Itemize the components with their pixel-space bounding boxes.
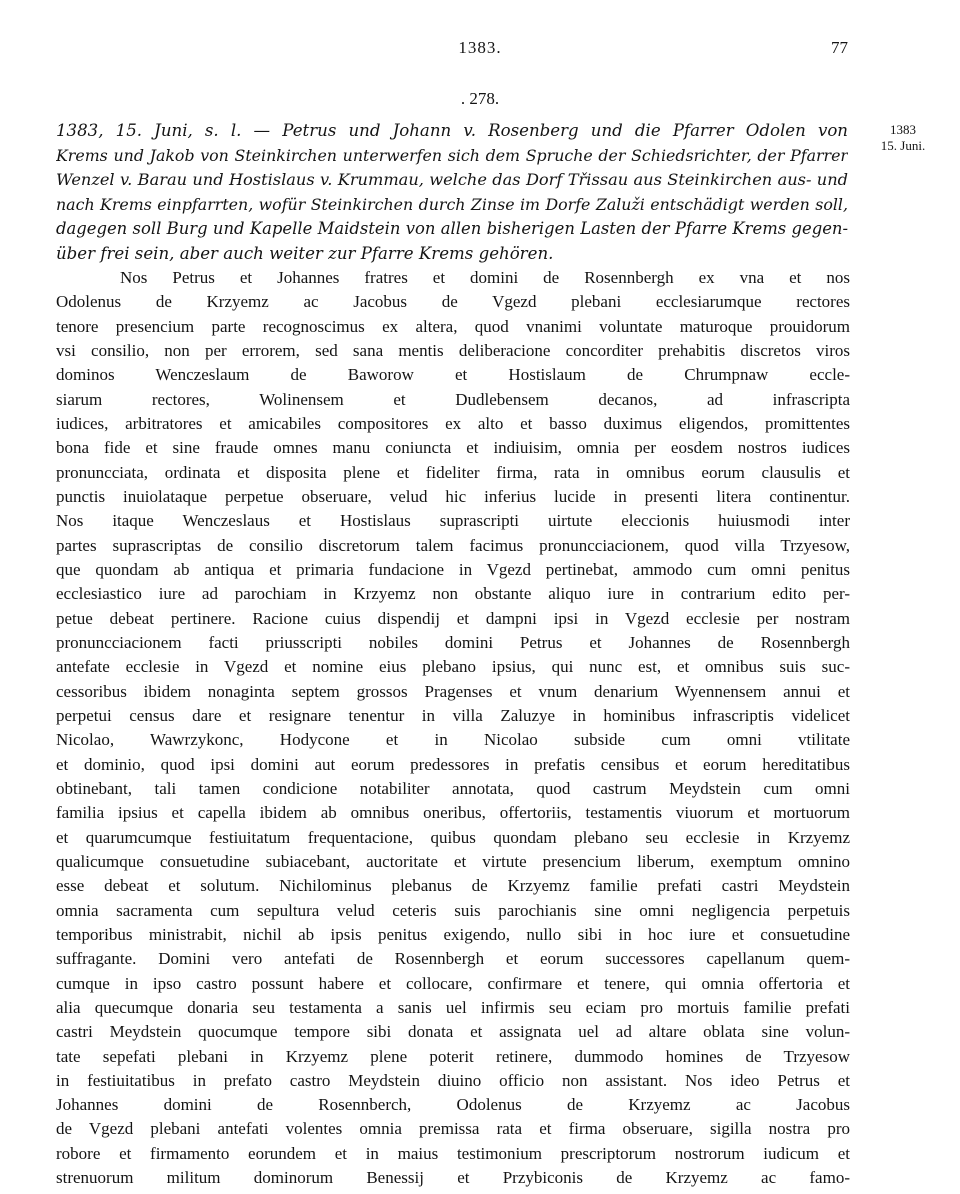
text-line: Nicolao, Wawrzykonc, Hodycone et in Nicolao subside cum omni vtilitate [56, 730, 850, 750]
text-line: Nos itaque Wenczeslaus et Hostislaus suprascripti uirtute eleccionis huiusmodi inter [56, 511, 850, 531]
text-line: alia quecumque donaria seu testamenta a sanis uel infirmis seu eciam pro mortuis familie prefati [56, 997, 850, 1017]
regest-line: Wenzel v. Barau und Hostislaus v. Krummau, welche das Dorf Třissau aus Steinkirchen aus- und [56, 170, 848, 189]
text-line: partes suprascriptas de consilio discretorum talem facimus pronuncciacionem, quod villa Trzyesow, [56, 535, 850, 555]
text-line: pronuncciata, ordinata et disposita plene et fideliter firma, rata in omnibus eorum clausulis et [56, 462, 850, 482]
page-number: 77 [831, 38, 848, 57]
text-line: cessoribus ibidem nonaginta septem grossos Pragenses et vnum denarium Wyennensem annui et [56, 681, 850, 701]
regest-line: 1383, 15. Juni, s. l. — Petrus und Johann v. Rosenberg und die Pfarrer Odolen von [56, 121, 848, 140]
text-line: in festiuitatibus in prefato castro Meydstein diuino officio non assistant. Nos ideo Petrus et [56, 1070, 850, 1090]
text-line: Nos Petrus et Johannes fratres et domini de Rosennbergh ex vna et nos [120, 268, 850, 287]
charter-text [56, 266, 850, 1190]
regest-line: dagegen soll Burg und Kapelle Maidstein von allen bisherigen Lasten der Pfarre Krems gegen- [56, 219, 848, 238]
text-line: antefate ecclesie in Vgezd et nomine eius plebano ipsius, qui nunc est, et omnibus suis suc- [56, 657, 850, 677]
regest-summary [56, 119, 848, 266]
text-line: dominos Wenczeslaum de Baworow et Hostislaum de Chrumpnaw eccle- [56, 365, 850, 385]
margin-date-note [858, 122, 948, 154]
text-line: tenore presencium parte recognoscimus ex altera, quod vnanimi voluntate maturoque prouidorum [56, 316, 850, 336]
regest-line: nach Krems einpfarrten, wofür Steinkirchen durch Zinse im Dorfe Zaluži entschädigt werden soll, [56, 194, 848, 214]
text-line: de Vgezd plebani antefati volentes omnia premissa rata et firma obseruare, sigilla nostra pro [56, 1119, 850, 1139]
text-line: ecclesiastico iure ad parochiam in Krzyemz non obstante aliquo iure in contrarium edito per- [56, 584, 850, 604]
text-line: iudices, arbitratores et amicabiles compositores ex alto et basso duximus eligendos, promittentes [56, 413, 850, 433]
text-line: suffragante. Domini vero antefati de Rosennbergh et eorum successores capellanum quem- [56, 949, 850, 969]
text-line: temporibus ministrabit, nichil ab ipsis penitus exigendo, nullo sibi in hoc iure et consuetudine [56, 924, 850, 944]
text-line: pronuncciacionem facti priusscripti nobiles domini Petrus et Johannes de Rosennbergh [56, 632, 850, 652]
text-line: Johannes domini de Rosennberch, Odolenus de Krzyemz ac Jacobus [56, 1095, 850, 1115]
text-line: tate sepefati plebani in Krzyemz plene poterit retinere, dummodo homines de Trzyesow [56, 1046, 850, 1066]
document-number: . 278. [460, 89, 500, 108]
text-line: punctis inuiolataque perpetue obseruare, velud hic inferius lucide in presenti litera continentur. [56, 486, 850, 506]
text-line: strenuorum militum dominorum Benessij et Przybiconis de Krzyemz ac famo- [56, 1168, 850, 1188]
running-header-year: 1383. [458, 38, 502, 57]
text-line: perpetui census dare et resignare tenentur in villa Zaluzye in hominibus infrascriptis videlicet [56, 705, 850, 725]
text-line: bona fide et sine fraude omnes manu coniuncta et indiuisim, omnia per eosdem nostros iudices [56, 438, 850, 458]
margin-date: 15. Juni. [880, 138, 926, 153]
margin-year: 1383 [890, 122, 916, 137]
text-line: obtinebant, tali tamen condicione notabiliter annotata, quod castrum Meydstein cum omni [56, 778, 850, 798]
text-line: esse debeat et solutum. Nichilominus plebanus de Krzyemz familie prefati castri Meydstein [56, 876, 850, 896]
text-line: que quondam ab antiqua et primaria fundacione in Vgezd pertinebat, ammodo cum omni penitus [56, 559, 850, 579]
text-line: familia ipsius et capella ibidem ab omnibus oneribus, offertoriis, testamentis viuorum et mortuorum [56, 803, 850, 823]
regest-line: über frei sein, aber auch weiter zur Pfarre Krems gehören. [56, 243, 554, 263]
text-line: castri Meydstein quocumque tempore sibi donata et assignata uel ad altare oblata sine volun- [56, 1022, 850, 1042]
text-line: cumque in ipso castro possunt habere et collocare, confirmare et tenere, qui omnia offertoria et [56, 973, 850, 993]
text-line: robore et firmamento eorundem et in maius testimonium prescriptorum nostrorum iudicum et [56, 1143, 850, 1163]
text-line: qualicumque consuetudine subiacebant, auctoritate et virtute presencium liberum, exemptum omnino [56, 851, 850, 871]
text-line: et dominio, quod ipsi domini aut eorum predessores in prefatis censibus et eorum hereditatibus [56, 754, 850, 774]
text-line: vsi consilio, non per errorem, sed sana mentis deliberacione concorditer prehabitis discretos viros [56, 340, 850, 360]
text-line: et quarumcumque festiuitatum frequentacione, quibus quondam plebano seu ecclesie in Krzyemz [56, 827, 850, 847]
text-line: siarum rectores, Wolinensem et Dudlebensem decanos, ad infrascripta [56, 389, 850, 409]
regest-line: Krems und Jakob von Steinkirchen unterwerfen sich dem Spruche der Schiedsrichter, der Pfarrer [56, 145, 848, 165]
text-line: Odolenus de Krzyemz ac Jacobus de Vgezd plebani ecclesiarumque rectores [56, 292, 850, 312]
text-line: petue debeat pertinere. Racione cuius dispendij et dampni ipsi in Vgezd ecclesie per nostram [56, 608, 850, 628]
text-line: omnia sacramenta cum sepultura velud ceteris suis parochianis sine omni negligencia perpetuis [56, 900, 850, 920]
